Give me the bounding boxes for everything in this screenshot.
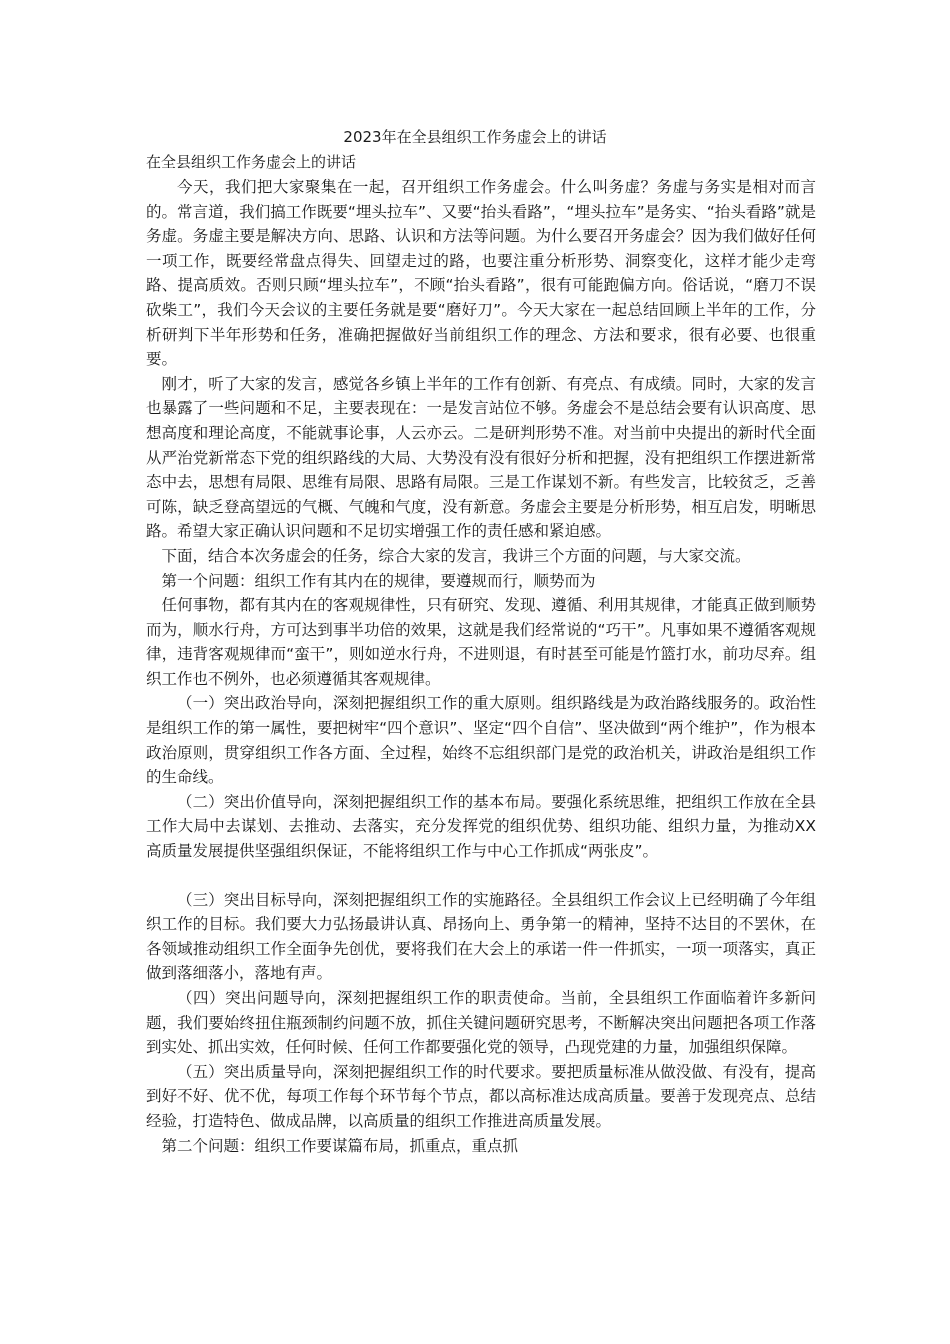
document-body [146,175,816,1158]
paragraph-opening: 今天，我们把大家聚集在一起，召开组织工作务虚会。什么叫务虚？务虚与务实是相对而言的。常言道，我们搞工作既要“埋头拉车”、又要“抬头看路”，“埋头拉车”是务实、“抬头看路”就是务虚。务虚主要是解决方向、思路、认识和方法等问题。为什么要召开务虚会？因为我们做好任何一项工作，既要经常盘点得失、回望走过的路，也要注重分析形势、洞察变化，这样才能少走弯路、提高质效。否则只顾“埋头拉车”，不顾“抬头看路”，很有可能跑偏方向。俗话说，“磨刀不误砍柴工”，我们今天会议的主要任务就是要“磨好刀”。今天大家在一起总结回顾上半年的工作，分析研判下半年形势和任务，准确把握做好当前组织工作的理念、方法和要求，很有必要、也很重要。 [146,178,816,369]
document-title: 2023年在全县组织工作务虚会上的讲话 [343,128,607,146]
section-heading-2: 第二个问题：组织工作要谋篇布局，抓重点，重点抓 [161,1136,519,1155]
paragraph-feedback: 刚才，听了大家的发言，感觉各乡镇上半年的工作有创新、有亮点、有成绩。同时，大家的发言也暴露了一些问题和不足，主要表现在：一是发言站位不够。务虚会不是总结会要有认识高度、思想高度和理论高度，不能就事论事，人云亦云。二是研判形势不准。对当前中央提出的新时代全面从严治党新常态下党的组织路线的大局、大势没有没有很好分析和把握，没有把组织工作摆进新常态中去，思想有局限、思维有局限、思路有局限。三是工作谋划不新。有些发言，比较贫乏，乏善可陈，缺乏登高望远的气概、气魄和气度，没有新意。务虚会主要是分析形势，相互启发，明晰思路。希望大家正确认识问题和不足切实增强工作的责任感和紧迫感。 [146,374,816,541]
paragraph-transition: 下面，结合本次务虚会的任务，综合大家的发言，我讲三个方面的问题，与大家交流。 [161,546,751,565]
document-subtitle: 在全县组织工作务虚会上的讲话 [146,153,357,171]
point-5-quality: （五）突出质量导向，深刻把握组织工作的时代要求。要把质量标准从做没做、有没有，提高到好不好、优不优，每项工作每个环节每个节点，都以高标准达成高质量。要善于发现亮点、总结经验，打造特色、做成品牌，以高质量的组织工作推进高质量发展。 [146,1062,816,1130]
point-2-value: （二）突出价值导向，深刻把握组织工作的基本布局。要强化系统思维，把组织工作放在全县工作大局中去谋划、去推动、去落实，充分发挥党的组织优势、组织功能、组织力量，为推动XX高质量发展提供坚强组织保证，不能将组织工作与中心工作抓成“两张皮”。 [146,792,816,861]
point-1-political: （一）突出政治导向，深刻把握组织工作的重大原则。组织路线是为政治路线服务的。政治性是组织工作的第一属性，要把树牢“四个意识”、坚定“四个自信”、坚决做到“两个维护”，作为根本政治原则，贯穿组织工作各方面、全过程，始终不忘组织部门是党的政治机关，讲政治是组织工作的生命线。 [146,694,816,787]
paragraph-laws: 任何事物，都有其内在的客观规律性，只有研究、发现、遵循、利用其规律，才能真正做到顺势而为，顺水行舟，方可达到事半功倍的效果，这就是我们经常说的“巧干”。凡事如果不遵循客观规律，违背客观规律而“蛮干”，则如逆水行舟，不进则退，有时甚至可能是竹篮打水，前功尽弃。组织工作也不例外，也必须遵循其客观规律。 [146,596,816,688]
point-4-problem: （四）突出问题导向，深刻把握组织工作的职责使命。当前，全县组织工作面临着许多新问题，我们要始终扭住瓶颈制约问题不放，抓住关键问题研究思考，不断解决突出问题把各项工作落到实处、抓出实效，任何时候、任何工作都要强化党的领导，凸现党建的力量，加强组织保障。 [146,989,816,1057]
point-3-goal: （三）突出目标导向，深刻把握组织工作的实施路径。全县组织工作会议上已经明确了今年组织工作的目标。我们要大力弘扬最讲认真、昂扬向上、勇争第一的精神，坚持不达目的不罢休，在各领域推动组织工作全面争先创优，要将我们在大会上的承诺一件一件抓实，一项一项落实，真正做到落细落小，落地有声。 [146,890,816,983]
blank-line [146,864,816,888]
section-heading-1: 第一个问题：组织工作有其内在的规律，要遵规而行，顺势而为 [161,571,596,590]
